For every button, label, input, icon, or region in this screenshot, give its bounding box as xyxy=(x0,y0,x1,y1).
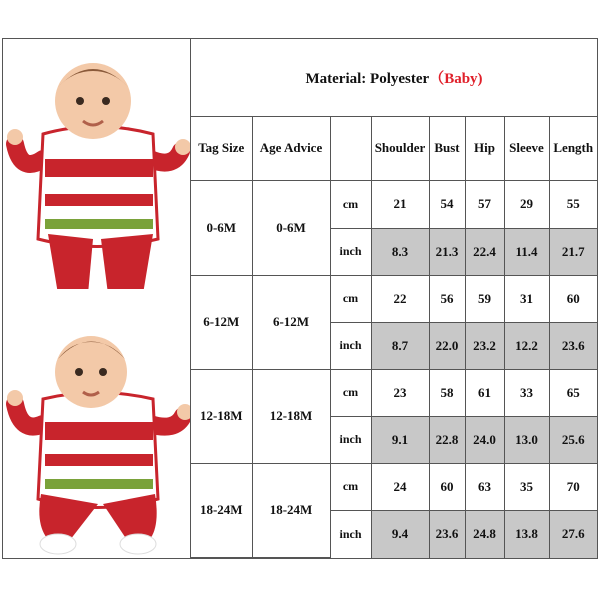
size-chart xyxy=(2,38,598,559)
measurement-cell: 22.4 xyxy=(465,228,504,275)
table-row xyxy=(191,369,597,416)
age-advice-cell: 18-24M xyxy=(252,463,330,557)
measurement-cell: 63 xyxy=(465,463,504,510)
measurement-cell: 65 xyxy=(549,369,597,416)
measurement-cell: 8.7 xyxy=(371,322,429,369)
header-age-advice: Age Advice xyxy=(252,116,330,180)
unit-cell: cm xyxy=(330,180,371,228)
measurement-cell: 23 xyxy=(371,369,429,416)
measurement-cell: 70 xyxy=(549,463,597,510)
baby-romper-illustration xyxy=(3,39,190,289)
tag-size-cell: 12-18M xyxy=(191,369,252,463)
header-shoulder: Shoulder xyxy=(371,116,429,180)
unit-cell: inch xyxy=(330,416,371,463)
measurement-cell: 59 xyxy=(465,275,504,322)
table-row xyxy=(191,275,597,322)
measurement-cell: 22.8 xyxy=(429,416,465,463)
header-tag-size: Tag Size xyxy=(191,116,252,180)
measurement-cell: 13.0 xyxy=(504,416,549,463)
measurement-cell: 35 xyxy=(504,463,549,510)
measurement-cell: 12.2 xyxy=(504,322,549,369)
measurement-cell: 54 xyxy=(429,180,465,228)
measurement-cell: 8.3 xyxy=(371,228,429,275)
header-hip: Hip xyxy=(465,116,504,180)
measurement-cell: 61 xyxy=(465,369,504,416)
baby-photo-bottom xyxy=(3,304,190,558)
measurement-cell: 58 xyxy=(429,369,465,416)
tag-size-cell: 6-12M xyxy=(191,275,252,369)
tag-size-cell: 18-24M xyxy=(191,463,252,557)
measurement-cell: 22.0 xyxy=(429,322,465,369)
measurement-cell: 23.6 xyxy=(429,510,465,557)
unit-cell: inch xyxy=(330,510,371,557)
header-bust: Bust xyxy=(429,116,465,180)
measurement-cell: 13.8 xyxy=(504,510,549,557)
measurement-cell: 22 xyxy=(371,275,429,322)
measurement-cell: 31 xyxy=(504,275,549,322)
measurement-cell: 27.6 xyxy=(549,510,597,557)
measurement-cell: 24 xyxy=(371,463,429,510)
photo-column xyxy=(3,39,191,558)
measurement-cell: 23.6 xyxy=(549,322,597,369)
unit-cell: inch xyxy=(330,228,371,275)
age-advice-cell: 6-12M xyxy=(252,275,330,369)
measurement-cell: 33 xyxy=(504,369,549,416)
header-row xyxy=(191,116,597,180)
header-unit xyxy=(330,116,371,180)
material-title xyxy=(191,39,597,116)
header-sleeve: Sleeve xyxy=(504,116,549,180)
header-length: Length xyxy=(549,116,597,180)
measurement-cell: 21.3 xyxy=(429,228,465,275)
measurement-cell: 29 xyxy=(504,180,549,228)
measurement-cell: 60 xyxy=(429,463,465,510)
baby-romper-illustration xyxy=(3,304,190,558)
material-label: Material: Polyester xyxy=(305,70,430,87)
baby-photo-top xyxy=(3,39,190,289)
measurement-cell: 55 xyxy=(549,180,597,228)
unit-cell: cm xyxy=(330,369,371,416)
table-row xyxy=(191,180,597,228)
table-row xyxy=(191,463,597,510)
measurement-cell: 11.4 xyxy=(504,228,549,275)
measurement-cell: 21 xyxy=(371,180,429,228)
measurement-cell: 57 xyxy=(465,180,504,228)
measurement-cell: 9.1 xyxy=(371,416,429,463)
measurement-cell: 24.8 xyxy=(465,510,504,557)
measurement-cell: 56 xyxy=(429,275,465,322)
unit-cell: cm xyxy=(330,463,371,510)
measurement-cell: 24.0 xyxy=(465,416,504,463)
measurement-cell: 9.4 xyxy=(371,510,429,557)
measurement-cell: 60 xyxy=(549,275,597,322)
age-advice-cell: 0-6M xyxy=(252,180,330,275)
unit-cell: inch xyxy=(330,322,371,369)
measurement-cell: 21.7 xyxy=(549,228,597,275)
tag-size-cell: 0-6M xyxy=(191,180,252,275)
unit-cell: cm xyxy=(330,275,371,322)
measurement-cell: 23.2 xyxy=(465,322,504,369)
material-tag: （Baby) xyxy=(429,70,483,87)
size-table xyxy=(191,39,597,558)
age-advice-cell: 12-18M xyxy=(252,369,330,463)
measurement-cell: 25.6 xyxy=(549,416,597,463)
